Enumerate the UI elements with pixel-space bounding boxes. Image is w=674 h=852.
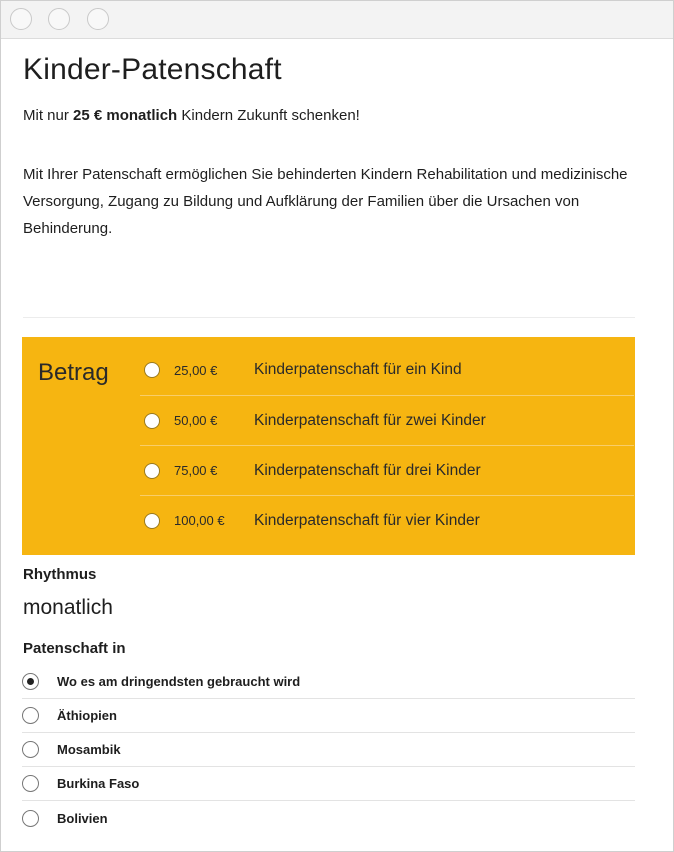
country-option-aethiopien[interactable]: [22, 699, 635, 733]
amount-label: Kinderpatenschaft für ein Kind: [254, 361, 462, 378]
amount-radio[interactable]: [144, 362, 160, 378]
amount-radio[interactable]: [144, 513, 160, 529]
sponsorship-label: Patenschaft in: [23, 640, 126, 657]
country-name: Äthiopien: [57, 708, 117, 723]
rhythm-label: Rhythmus: [23, 566, 97, 583]
window-titlebar: [1, 1, 673, 39]
tagline: [23, 107, 360, 124]
tagline-pre: Mit nur: [23, 107, 74, 124]
amount-option-100[interactable]: [140, 495, 634, 545]
amount-radio[interactable]: [144, 463, 160, 479]
country-option-mosambik[interactable]: [22, 733, 635, 767]
page-title: Kinder-Patenschaft: [23, 53, 282, 86]
amount-option-50[interactable]: [140, 395, 634, 445]
country-radio[interactable]: [22, 741, 39, 758]
country-radio-selected[interactable]: [22, 673, 39, 690]
amount-option-25[interactable]: [140, 345, 634, 395]
amount-section: [22, 337, 635, 555]
rhythm-value: monatlich: [23, 596, 113, 619]
tagline-post: Kindern Zukunft schenken!: [177, 107, 360, 124]
amount-heading: Betrag: [38, 359, 109, 386]
amount-value: 25,00 €: [174, 362, 218, 378]
window-close-button[interactable]: [10, 8, 32, 30]
country-name: Wo es am dringendsten gebraucht wird: [57, 674, 301, 689]
amount-value: 100,00 €: [174, 513, 225, 528]
country-name: Mosambik: [57, 742, 121, 757]
country-option-most-needed[interactable]: [22, 665, 635, 699]
country-name: Burkina Faso: [57, 776, 140, 791]
country-option-burkina-faso[interactable]: [22, 767, 635, 801]
amount-value: 75,00 €: [174, 463, 218, 478]
divider: [23, 317, 635, 318]
country-radio[interactable]: [22, 810, 39, 827]
country-radio[interactable]: [22, 775, 39, 792]
window-minimize-button[interactable]: [48, 8, 70, 30]
country-name: Bolivien: [57, 810, 108, 826]
amount-option-75[interactable]: [140, 445, 634, 495]
tagline-amount: 25 € monatlich: [73, 107, 178, 124]
amount-radio[interactable]: [144, 413, 160, 429]
amount-label: Kinderpatenschaft für zwei Kinder: [254, 411, 486, 429]
window-maximize-button[interactable]: [87, 8, 109, 30]
amount-value: 50,00 €: [174, 413, 218, 428]
description: Mit Ihrer Patenschaft ermöglichen Sie behinderten Kindern Rehabilitation und medizinische Versorgung, Zugang zu Bildung und Aufklärung der Familien über die Ursachen von Behinderung.: [23, 166, 628, 237]
amount-label: Kinderpatenschaft für drei Kinder: [254, 461, 481, 479]
amount-label: Kinderpatenschaft für vier Kinder: [254, 511, 480, 529]
country-option-bolivien[interactable]: [22, 801, 635, 835]
country-radio[interactable]: [22, 707, 39, 724]
